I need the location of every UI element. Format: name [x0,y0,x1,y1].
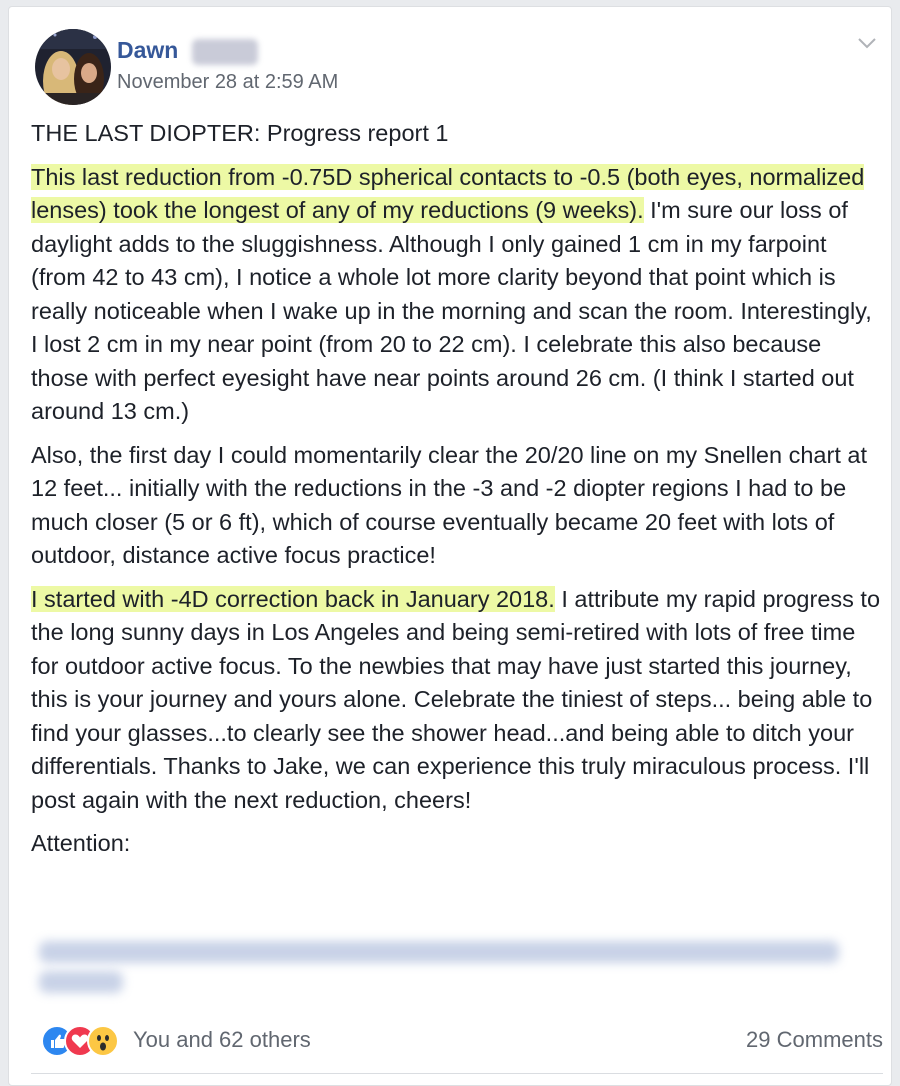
author-name[interactable]: Dawn [117,37,179,63]
reactions-count[interactable]: You and 62 others [133,1027,311,1052]
avatar[interactable] [35,29,111,105]
reaction-icons[interactable] [41,1025,131,1057]
avatar-photo-icon [35,29,111,105]
post-card [8,6,892,1086]
comments-count[interactable]: 29 Comments [746,1027,883,1052]
attention-label: Attention: [31,830,131,856]
post-options-chevron-icon[interactable] [855,33,879,53]
paragraph-text: I'm sure our loss of daylight adds to the sluggishness. Although I only gained 1 cm in my farpoint (from 42 to 43 cm), I notice a whole lot more clarity beyond that point which is really noticeable when I wake up in the morning and scan the room. Interestingly, I lost 2 cm in my near point (from 20 to 22 cm). I celebrate this also because those with perfect eyesight have near points around 26 cm. (I think I started out around 13 cm.) [31,197,872,424]
wow-icon [87,1025,119,1057]
redacted-surname [192,39,258,65]
highlighted-text: I started with -4D correction back in January 2018. [31,585,555,612]
post-paragraph-2: Also, the first day I could momentarily clear the 20/20 line on my Snellen chart at 12 feet... initially with the reductions in the -3 and -2 diopter regions I had to be much closer (5 or 6 ft), which of course eventually became 20 feet with lots of outdoor, distance active focus practice! [31,441,867,568]
post-title: THE LAST DIOPTER: Progress report 1 [31,120,449,146]
paragraph-text: I attribute my rapid progress to the long sunny days in Los Angeles and being semi-retired with lots of free time for outdoor active focus. To the newbies that may have just started this journey, this is your journey and yours alone. Celebrate the tiniest of steps... being able to find your glasses...to clearly see the shower head...and being able to ditch your differentials. Thanks to Jake, we can experience this truly miraculous process. I'll post again with the next reduction, cheers! [31,585,881,813]
footer-divider [31,1073,883,1074]
highlighted-text: This last reduction from -0.75D spherical contacts to -0.5 (both eyes, normalized lenses) took the longest of any of my reductions (9 weeks). [31,163,865,223]
post-timestamp[interactable]: November 28 at 2:59 AM [117,71,339,93]
post-paragraph-3 [31,583,881,818]
post-paragraph-1 [31,161,881,429]
post-footer [31,1019,883,1063]
redacted-mentions [39,937,839,995]
post-body [31,117,881,871]
